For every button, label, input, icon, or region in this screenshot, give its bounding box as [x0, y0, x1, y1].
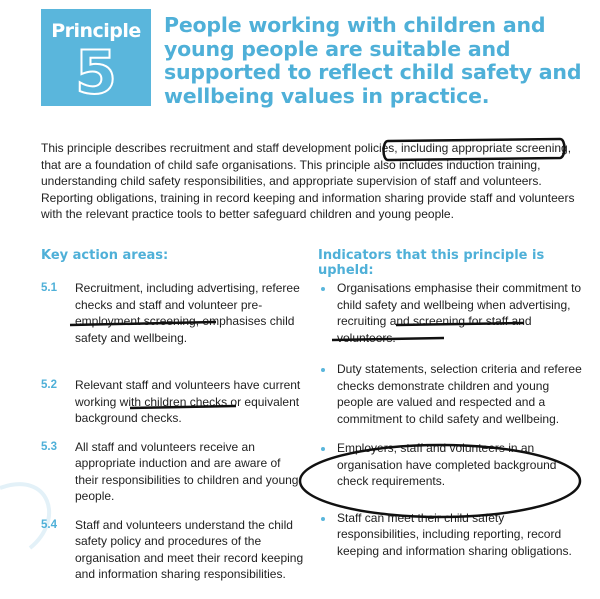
indicator-text: Duty statements, selection criteria and referee checks demonstrate children and young people are valued and respected and a commitment to child safety and wellbeing. [337, 362, 582, 426]
indicator-text: Employers, staff and volunteers in an organisation have completed background check requirements. [337, 441, 557, 488]
key-action-text: Recruitment, including advertising, referee checks and staff and volunteer pre-employment screening, emphasises child safety and wellbeing. [75, 281, 300, 345]
key-action-item [41, 280, 306, 346]
bullet-icon [321, 368, 325, 372]
key-action-text: All staff and volunteers receive an appropriate induction and are aware of their responsibilities to children and young people. [75, 439, 299, 503]
badge-label: Principle [51, 20, 141, 42]
indicator-item [318, 440, 588, 490]
key-action-number: 5.2 [41, 379, 57, 391]
key-action-item [41, 439, 306, 505]
key-action-text: Relevant staff and volunteers have current working with children checks or equivalent background checks. [75, 378, 301, 425]
indicator-item [318, 361, 588, 427]
principle-badge [41, 9, 151, 106]
key-action-number: 5.4 [41, 518, 57, 531]
intro-paragraph: This principle describes recruitment and staff development policies, including appropriate screening, that are a foundation of child safe organisations. This principle also includes induction training, understanding child safety responsibilities, and appropriate supervision of staff and volunteers. Reporting obligations, training in record keeping and information sharing provide staff and volunteers with the relevant practice tools to better safeguard children and young people. [41, 141, 575, 221]
key-action-list [41, 280, 306, 583]
key-action-number: 5.1 [41, 282, 57, 294]
indicator-item [318, 510, 588, 560]
key-action-item [41, 377, 306, 427]
page-title: People working with children and young people are suitable and supported to reflect child safety and wellbeing values in practice. [164, 13, 582, 108]
key-action-item [41, 517, 306, 583]
indicator-text: Organisations emphasise their commitment to child safety and wellbeing when advertising, recruiting and screening for staff and volunteers. [337, 281, 582, 345]
bullet-icon [321, 287, 325, 291]
indicators-heading: Indicators that this principle is upheld: [318, 248, 545, 278]
key-action-number: 5.3 [41, 440, 57, 453]
key-action-text: Staff and volunteers understand the child safety policy and procedures of the organisation and meet their record keeping and information sharing responsibilities. [75, 517, 304, 581]
badge-number: 5 [75, 38, 117, 108]
indicator-item [318, 280, 588, 346]
bullet-icon [321, 447, 325, 451]
indicator-list [318, 280, 588, 559]
key-actions-heading: Key action areas: [41, 248, 169, 263]
indicator-text: Staff can meet their child safety responsibilities, including reporting, record keeping and information sharing obligations. [337, 510, 572, 558]
bullet-icon [321, 517, 325, 521]
